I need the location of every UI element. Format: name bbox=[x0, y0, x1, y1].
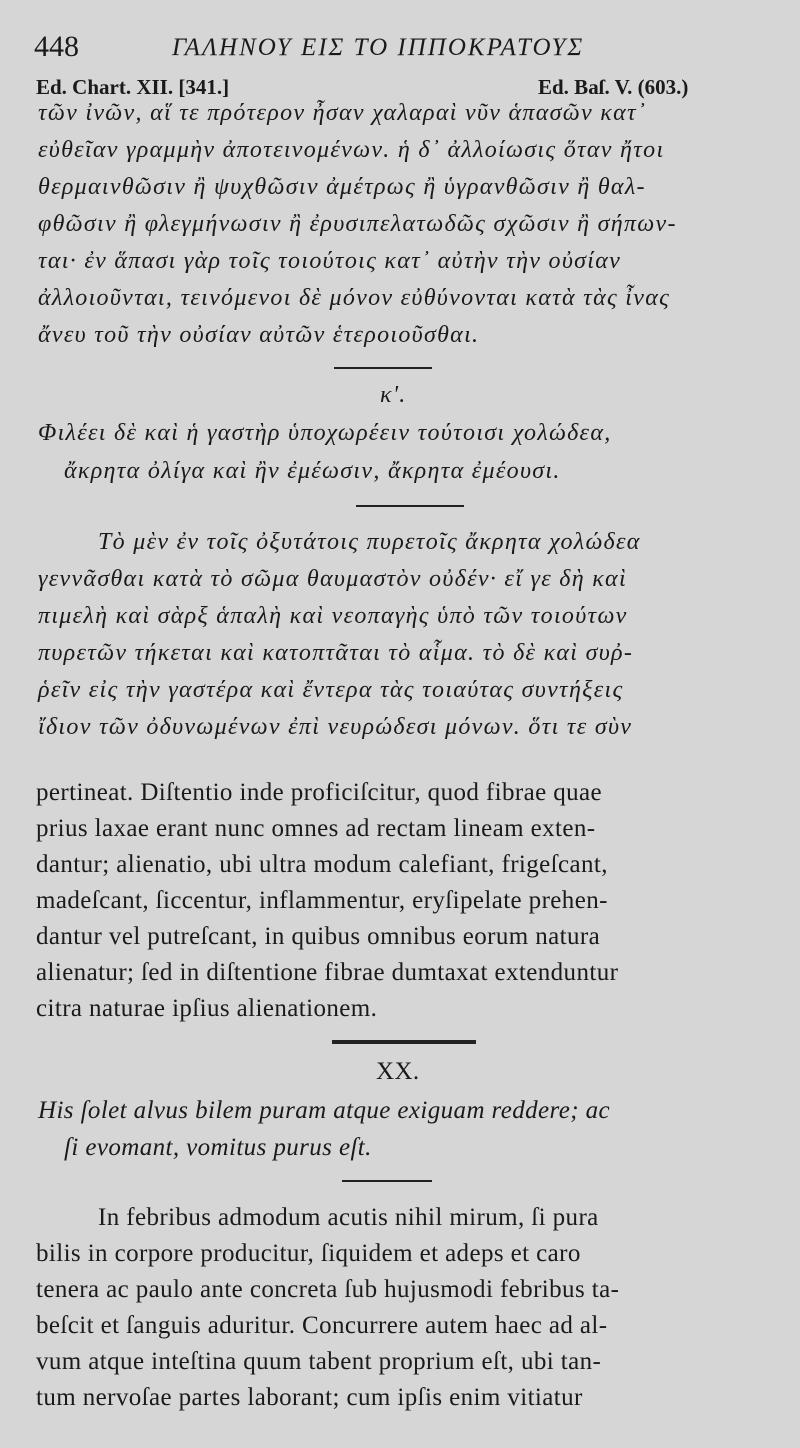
latin-line: pertineat. Diſtentio inde proficiſcitur, quod fibrae quae bbox=[36, 779, 603, 806]
greek-line: εὐθεῖαν γραμμὴν ἀποτεινομένων. ἡ δ᾽ ἀλλοίωσις ὅταν ἤτοι bbox=[38, 137, 665, 163]
latin-line: dantur; alienatio, ubi ultra modum calefiant, frigeſcant, bbox=[36, 851, 608, 878]
greek-line: ῥεῖν εἰς τὴν γαστέρα καὶ ἔντερα τὰς τοιαύτας συντήξεις bbox=[38, 677, 624, 703]
greek-line: ἴδιον τῶν ὀδυνωμένων ἐπὶ νευρώδεσι μόνων. ὅτι τε σὺν bbox=[38, 714, 633, 740]
latin-line: tenera ac paulo ante concreta ſub hujusmodi febribus ta- bbox=[36, 1276, 620, 1303]
greek-aphorism-line: Φιλέει δὲ καὶ ἡ γαστὴρ ὑποχωρέειν τούτοισι χολώδεα, bbox=[38, 420, 612, 446]
latin-line: tum nervoſae partes laborant; cum ipſis enim vitiatur bbox=[36, 1384, 583, 1411]
section-divider bbox=[332, 1040, 476, 1044]
section-number-greek: κ'. bbox=[380, 382, 407, 408]
latin-line: prius laxae erant nunc omnes ad rectam lineam exten- bbox=[36, 815, 596, 842]
page-number: 448 bbox=[34, 30, 79, 63]
section-divider bbox=[356, 505, 464, 507]
latin-line: beſcit et ſanguis aduritur. Concurrere autem haec ad al- bbox=[36, 1312, 608, 1339]
edition-reference-right: Ed. Baſ. V. (603.) bbox=[538, 75, 689, 99]
greek-line: φθῶσιν ἢ φλεγμήνωσιν ἢ ἐρυσιπελατωδῶς σχῶσιν ἢ σήπων- bbox=[38, 211, 677, 237]
section-divider bbox=[342, 1180, 432, 1182]
section-number-latin: XX. bbox=[376, 1058, 420, 1085]
latin-aphorism-line: ſi evomant, vomitus purus eſt. bbox=[64, 1134, 372, 1161]
greek-aphorism-line: ἄκρητα ὀλίγα καὶ ἢν ἐμέωσιν, ἄκρητα ἐμέουσι. bbox=[64, 458, 561, 484]
edition-reference-left: Ed. Chart. XII. [341.] bbox=[36, 75, 230, 99]
latin-line: citra naturae ipſius alienationem. bbox=[36, 995, 378, 1022]
latin-line: In febribus admodum acutis nihil mirum, ſi pura bbox=[98, 1204, 599, 1231]
greek-line: γεννᾶσθαι κατὰ τὸ σῶμα θαυμαστὸν οὐδέν· εἴ γε δὴ καὶ bbox=[38, 566, 627, 592]
running-title: ΓΑΛΗΝΟΥ ΕΙΣ ΤΟ ΙΠΠΟΚΡΑΤΟΥΣ bbox=[172, 34, 585, 61]
latin-line: dantur vel putreſcant, in quibus omnibus eorum natura bbox=[36, 923, 601, 950]
greek-line: τῶν ἰνῶν, αἵ τε πρότερον ἦσαν χαλαραὶ νῦν ἁπασῶν κατ᾽ bbox=[38, 100, 647, 126]
latin-line: vum atque inteſtina quum tabent proprium eſt, ubi tan- bbox=[36, 1348, 602, 1375]
greek-line: πιμελὴ καὶ σὰρξ ἁπαλὴ καὶ νεοπαγὴς ὑπὸ τῶν τοιούτων bbox=[38, 603, 628, 629]
greek-line: ται· ἐν ἅπασι γὰρ τοῖς τοιούτοις κατ᾽ αὐτὴν τὴν οὐσίαν bbox=[38, 248, 622, 274]
section-divider bbox=[334, 367, 432, 369]
greek-line: Τὸ μὲν ἐν τοῖς ὀξυτάτοις πυρετοῖς ἄκρητα χολώδεα bbox=[98, 529, 641, 555]
greek-line: ἀλλοιοῦνται, τεινόμενοι δὲ μόνον εὐθύνονται κατὰ τὰς ἶνας bbox=[38, 285, 671, 311]
latin-aphorism-line: His ſolet alvus bilem puram atque exiguam reddere; ac bbox=[38, 1097, 611, 1124]
greek-line: πυρετῶν τήκεται καὶ κατοπτᾶται τὸ αἷμα. τὸ δὲ καὶ συῤ- bbox=[38, 640, 634, 666]
greek-line: ἄνευ τοῦ τὴν οὐσίαν αὐτῶν ἑτεροιοῦσθαι. bbox=[38, 322, 480, 348]
greek-line: θερμαινθῶσιν ἢ ψυχθῶσιν ἀμέτρως ἢ ὑγρανθῶσιν ἢ θαλ- bbox=[38, 174, 646, 200]
latin-line: madeſcant, ſiccentur, inflammentur, eryſipelate prehen- bbox=[36, 887, 608, 914]
latin-line: alienatur; ſed in diſtentione fibrae dumtaxat extenduntur bbox=[36, 959, 619, 986]
latin-line: bilis in corpore producitur, ſiquidem et adeps et caro bbox=[36, 1240, 581, 1267]
